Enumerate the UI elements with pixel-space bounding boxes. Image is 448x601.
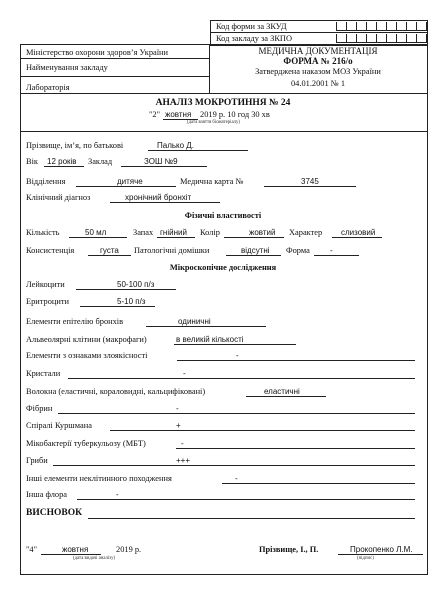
header-divider-1 — [20, 58, 210, 59]
micro-row-line — [146, 326, 266, 327]
color-label: Колір — [200, 228, 220, 237]
impurities-value: відсутні — [241, 246, 270, 255]
dept-value: дитяче — [117, 177, 143, 186]
micro-row-value: одиничні — [178, 317, 211, 326]
code-zkud-cells — [336, 22, 427, 31]
color-value: жовтий — [249, 228, 276, 237]
header-divider-2 — [20, 76, 210, 77]
character-label: Характер — [289, 228, 323, 237]
micro-row-value: 50-100 п/з — [117, 280, 155, 289]
micro-row-value: - — [116, 490, 119, 499]
sample-date-rest: 2019 р. 10 год 30 хв — [200, 110, 270, 119]
micro-heading: Мікроскопічне дослідження — [169, 263, 277, 272]
quantity-value: 50 мл — [85, 228, 107, 237]
age-line — [44, 166, 84, 167]
sample-date-month: жовтня — [165, 110, 192, 119]
micro-row-label: Еритроцити — [26, 297, 70, 306]
sample-date-day: "2" — [149, 110, 161, 119]
character-value: слизовий — [341, 228, 376, 237]
micro-row-value: +++ — [176, 456, 191, 465]
ministry-label: Міністерство охорони здоров’я України — [26, 48, 169, 57]
approved-text: Затверджена наказом МОЗ України — [255, 67, 381, 76]
micro-row-line — [58, 413, 415, 414]
title-bottom — [20, 131, 427, 132]
micro-row-label: Фібрин — [26, 404, 53, 413]
color-line — [224, 237, 284, 238]
micro-row-value: + — [176, 421, 181, 430]
micro-row-line — [77, 499, 415, 500]
smell-line — [157, 237, 195, 238]
micro-row-line — [68, 378, 415, 379]
card-line — [264, 186, 356, 187]
micro-row-label: Елементи з ознаками злоякісності — [26, 351, 148, 360]
consistency-label: Консистенція — [26, 246, 75, 255]
micro-row-value: 5-10 п/з — [117, 297, 146, 306]
micro-row-value: - — [235, 474, 238, 483]
conclusion-label: ВИСНОВОК — [26, 508, 82, 518]
signature-line — [338, 554, 423, 555]
form-number: ФОРМА № 216/о — [283, 56, 353, 66]
institution-label: Найменування закладу — [26, 63, 108, 72]
issue-date-day: "4" — [26, 545, 38, 554]
micro-row-label: Гриби — [26, 456, 48, 465]
approved-date: 04.01.2001 № 1 — [290, 79, 346, 88]
code-zkud-label: Код форми за ЗКУД — [216, 22, 287, 31]
micro-row-line — [246, 396, 326, 397]
micro-row-label: Мікобактерії туберкульозу (МБТ) — [26, 439, 146, 448]
micro-row-value: - — [176, 404, 179, 413]
name-label: Прізвище, ім’я, по батькові — [26, 141, 124, 150]
diagnosis-label: Клінічний діагноз — [26, 193, 91, 202]
issue-date-month-line — [41, 554, 101, 555]
micro-row-label: Волокна (еластичні, кораловидні, кальцифіковані) — [26, 387, 206, 396]
impurities-label: Патологічні домішки — [134, 246, 210, 255]
form-label: Форма — [286, 246, 310, 255]
signature-label: Прізвище, І., П. — [259, 545, 319, 554]
issue-date-year: 2019 р. — [116, 545, 142, 554]
micro-row-line — [110, 430, 415, 431]
name-line — [148, 150, 248, 151]
quantity-label: Кількість — [26, 228, 60, 237]
card-label: Медична карта № — [180, 177, 244, 186]
header-bottom — [20, 93, 427, 94]
micro-row-line — [80, 306, 155, 307]
micro-row-value: - — [236, 351, 239, 360]
school-line — [121, 166, 207, 167]
micro-row-label: Спіралі Куршмана — [26, 421, 92, 430]
micro-row-label: Елементи епітелію бронхів — [26, 317, 124, 326]
doc-title: МЕДИЧНА ДОКУМЕНТАЦІЯ — [258, 46, 378, 56]
dept-label: Відділення — [26, 177, 66, 186]
micro-row-line — [76, 289, 176, 290]
micro-row-value: - — [181, 439, 184, 448]
card-value: 3745 — [301, 177, 319, 186]
micro-row-label: Інша флора — [26, 490, 68, 499]
form-line — [314, 255, 359, 256]
issue-date-month: жовтня — [62, 545, 89, 554]
consistency-value: густа — [100, 246, 119, 255]
analysis-title: АНАЛІЗ МОКРОТИННЯ № 24 — [155, 98, 291, 108]
micro-row-value: в великій кількості — [176, 335, 244, 344]
micro-row-label: Альвеолярні клітини (макрофаги) — [26, 335, 147, 344]
school-label: Заклад — [88, 157, 113, 166]
issue-date-hint: (дата видачі аналізу) — [73, 556, 116, 561]
diagnosis-line — [110, 202, 220, 203]
dept-line — [76, 186, 176, 187]
micro-row-value: - — [183, 369, 186, 378]
code-box-divider — [210, 32, 427, 33]
name-value: Палько Д. — [157, 141, 194, 150]
age-label: Вік — [26, 157, 38, 166]
quantity-line — [69, 237, 127, 238]
micro-row-value: еластичні — [264, 387, 300, 396]
micro-row-label: Кристали — [26, 369, 61, 378]
laboratory-label: Лабораторія — [26, 83, 70, 92]
school-value: ЗОШ №9 — [144, 157, 178, 166]
code-zkpo-cells — [336, 34, 427, 43]
form-value: - — [330, 246, 333, 255]
physical-heading: Фізичні властивості — [184, 211, 262, 220]
micro-row-line — [174, 344, 296, 345]
code-zkpo-label: Код закладу за ЗКПО — [216, 34, 292, 43]
micro-row-line — [177, 360, 415, 361]
micro-row-line — [53, 465, 415, 466]
sample-date-hint: (дата взяття біоматеріалу) — [187, 120, 241, 125]
micro-row-label: Лейкоцити — [26, 280, 65, 289]
signature-hint: (підпис) — [357, 556, 374, 561]
diagnosis-value: хронічний бронхіт — [125, 193, 192, 202]
character-line — [332, 237, 382, 238]
signature-value: Прокопенко Л.М. — [350, 545, 413, 554]
conclusion-line — [88, 518, 415, 519]
micro-row-label: Інші елементи неклітинного походження — [26, 474, 172, 483]
impurities-line — [226, 255, 281, 256]
age-value: 12 років — [47, 157, 77, 166]
micro-row-line — [222, 483, 415, 484]
smell-value: гнійний — [160, 228, 187, 237]
smell-label: Запах — [133, 228, 154, 237]
consistency-line — [88, 255, 131, 256]
micro-row-line — [176, 448, 415, 449]
